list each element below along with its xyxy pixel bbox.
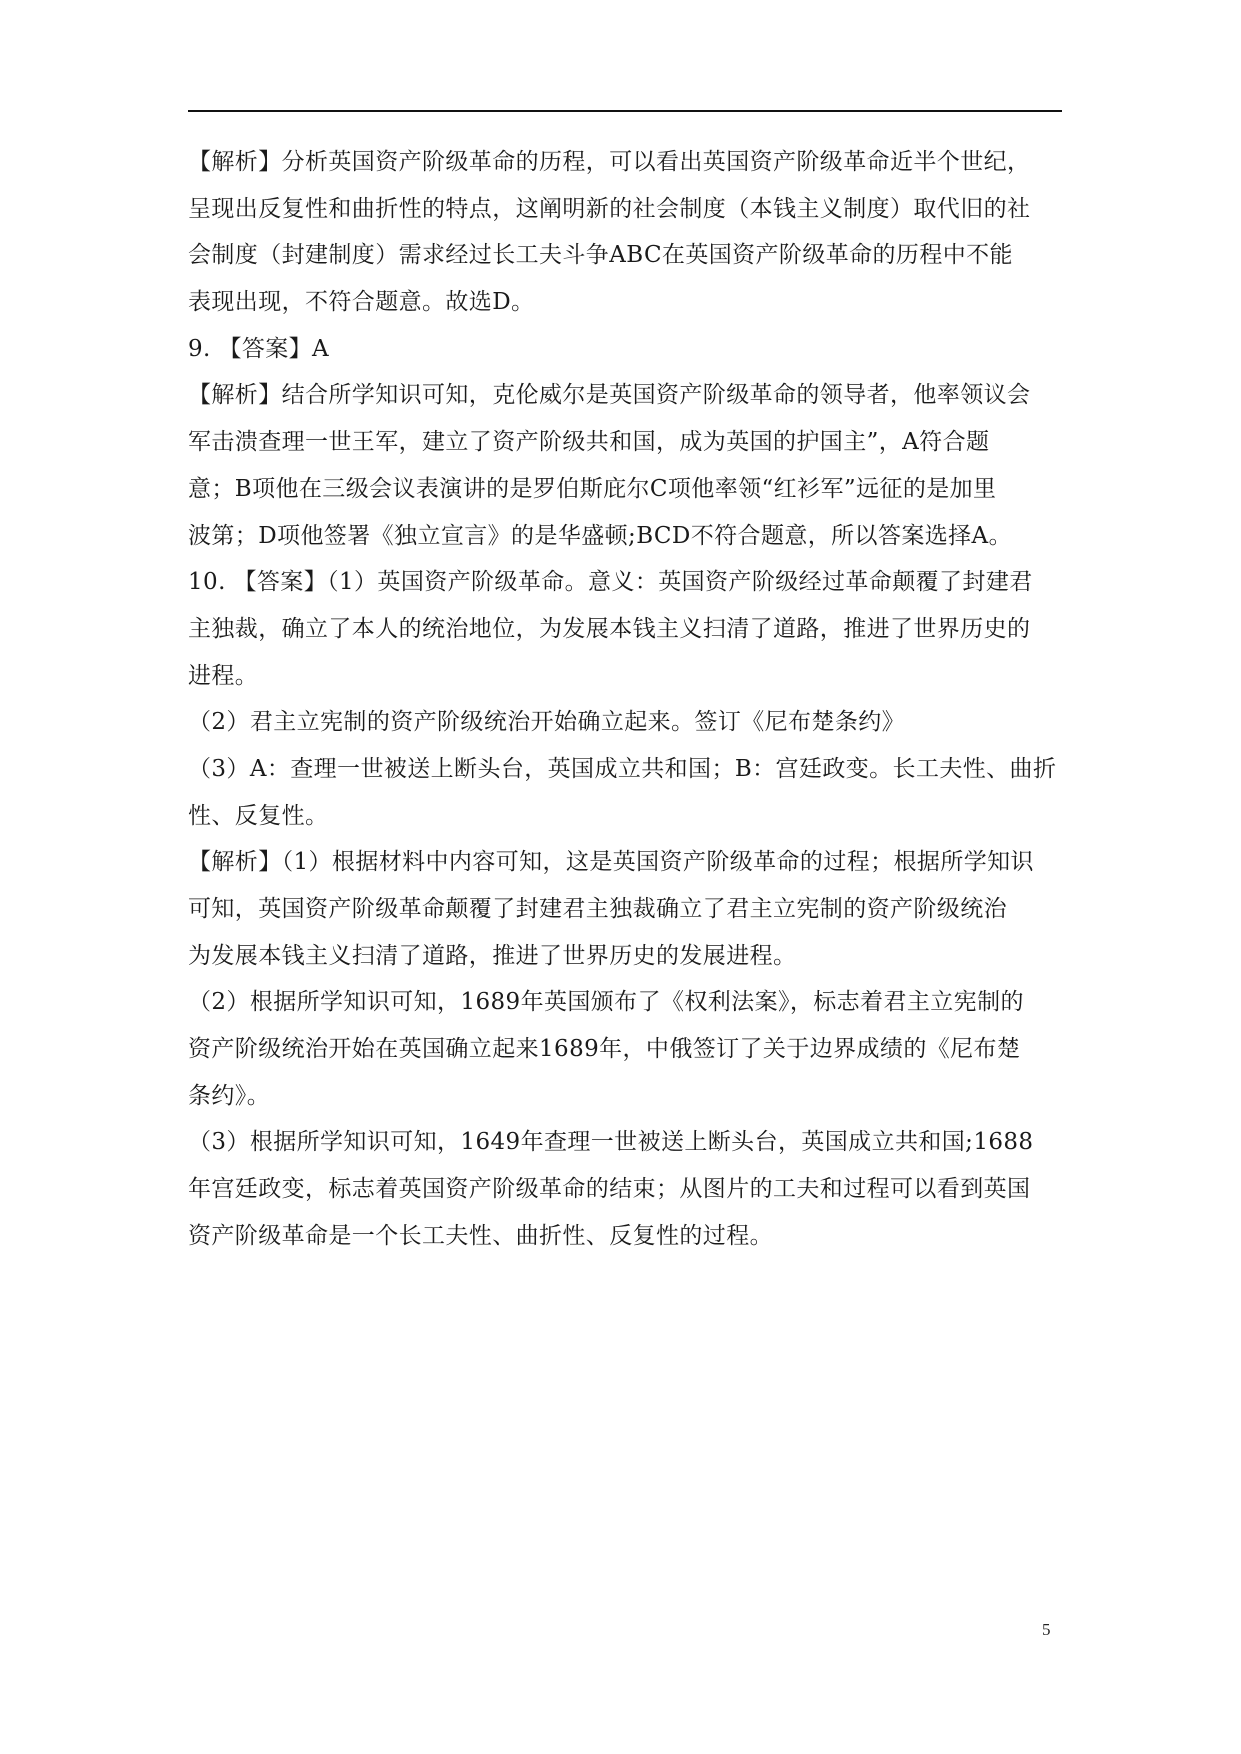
page-number: 5 bbox=[1042, 1620, 1051, 1639]
text-line: 年宫廷政变，标志着英国资产阶级革命的结束；从图片的工夫和过程可以看到英国 bbox=[188, 1176, 1031, 1203]
text-line: 军击溃查理一世王军，建立了资产阶级共和国，成为英国的护国主”，A符合题 bbox=[188, 429, 990, 456]
text-line: 条约》。 bbox=[188, 1082, 271, 1109]
text-line: 进程。 bbox=[188, 662, 259, 689]
header-rule bbox=[188, 110, 1062, 112]
document-body bbox=[188, 146, 1088, 1267]
text-line: 资产阶级革命是一个长工夫性、曲折性、反复性的过程。 bbox=[188, 1222, 773, 1249]
text-line: 会制度（封建制度）需求经过长工夫斗争ABC在英国资产阶级革命的历程中不能 bbox=[188, 242, 1013, 269]
text-line: 可知，英国资产阶级革命颠覆了封建君主独裁确立了君主立宪制的资产阶级统治 bbox=[188, 896, 1007, 922]
text-line: 【解析】结合所学知识可知，克伦威尔是英国资产阶级革命的领导者，他率领议会 bbox=[188, 382, 1031, 409]
text-line: 【解析】（1）根据材料中内容可知，这是英国资产阶级革命的过程；根据所学知识 bbox=[188, 849, 1034, 876]
answer-heading-9: 9. 【答案】A bbox=[188, 335, 330, 362]
text-line: 呈现出反复性和曲折性的特点，这阐明新的社会制度（本钱主义制度）取代旧的社 bbox=[188, 195, 1031, 222]
text-line: 为发展本钱主义扫清了道路，推进了世界历史的发展进程。 bbox=[188, 942, 797, 969]
text-line: （3）A：查理一世被送上断头台，英国成立共和国；B：宫廷政变。长工夫性、曲折 bbox=[188, 755, 1057, 782]
text-line: 意；B项他在三级会议表演讲的是罗伯斯庇尔C项他率领“红衫军”远征的是加里 bbox=[188, 475, 997, 502]
text-line: 【解析】分析英国资产阶级革命的历程，可以看出英国资产阶级革命近半个世纪， bbox=[188, 149, 1031, 175]
text-line: 波第；D项他签署《独立宣言》的是华盛顿;BCD不符合题意，所以答案选择A。 bbox=[188, 522, 1012, 549]
text-line: （2）君主立宪制的资产阶级统治开始确立起来。签订《尼布楚条约》 bbox=[188, 709, 906, 736]
text-line: （2）根据所学知识可知，1689年英国颁布了《权利法案》，标志着君主立宪制的 bbox=[188, 989, 1024, 1016]
text-line: 主独裁，确立了本人的统治地位，为发展本钱主义扫清了道路，推进了世界历史的 bbox=[188, 615, 1031, 642]
text-line: 性、反复性。 bbox=[188, 802, 329, 829]
text-line: 资产阶级统治开始在英国确立起来1689年，中俄签订了关于边界成绩的《尼布楚 bbox=[188, 1036, 1021, 1063]
answer-heading-10: 10. 【答案】（1）英国资产阶级革命。意义：英国资产阶级经过革命颠覆了封建君 bbox=[188, 569, 1033, 596]
text-line: 表现出现，不符合题意。故选D。 bbox=[188, 289, 535, 316]
text-line: （3）根据所学知识可知，1649年查理一世被送上断头台，英国成立共和国;1688 bbox=[188, 1129, 1034, 1156]
